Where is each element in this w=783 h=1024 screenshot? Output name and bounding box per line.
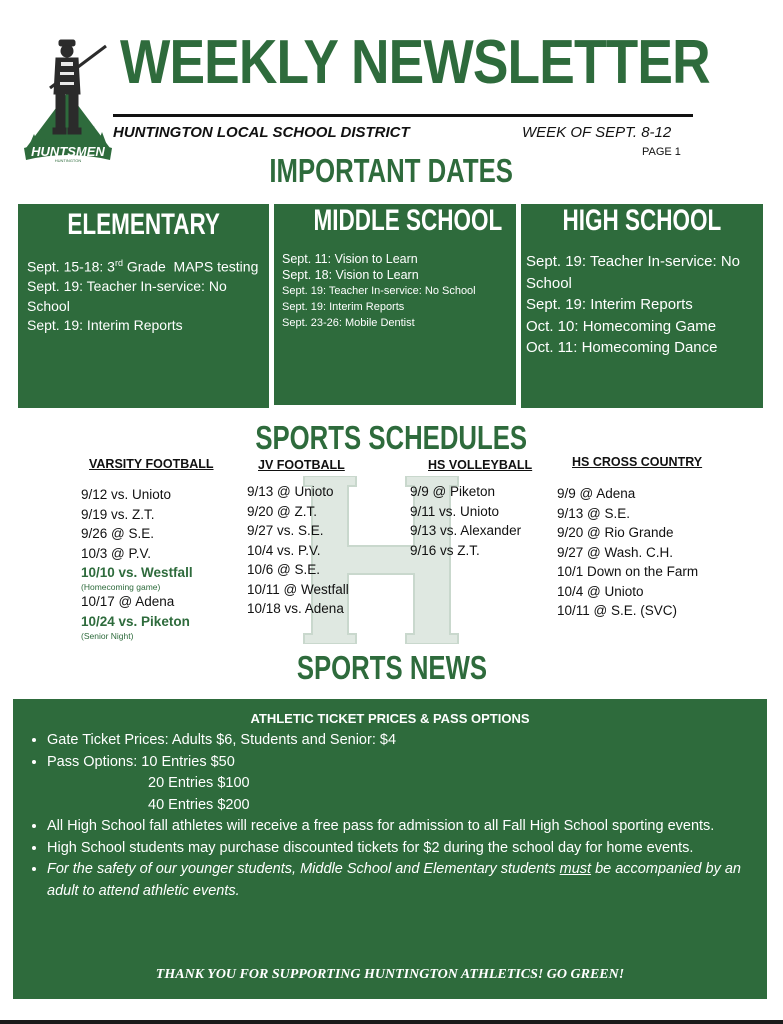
game-item: 9/12 vs. Unioto	[81, 487, 172, 502]
game-item: 9/27 @ Wash. C.H.	[557, 544, 673, 560]
middle-school-title: MIDDLE SCHOOL	[313, 204, 503, 237]
hs-volleyball-schedule	[410, 458, 532, 560]
sports-news-heading: SPORTS NEWS	[296, 649, 487, 686]
hs-cross-country-title: HS CROSS COUNTRY	[572, 455, 703, 469]
sports-schedules-heading: SPORTS SCHEDULES	[255, 419, 528, 456]
emphasis-must: must	[559, 861, 592, 877]
jv-football-schedule	[247, 458, 349, 619]
pass-option: Pass Options: 10 Entries $50	[47, 753, 235, 770]
bottom-divider	[0, 1020, 783, 1024]
hs-volleyball-title: HS VOLLEYBALL	[428, 458, 533, 472]
date-item: Sept. 19: Interim Reports	[282, 301, 405, 313]
news-item-safety: • For the safety of our younger students, Middle School and Elementary students must be accompanied by an adult to attend athletic events.	[47, 859, 753, 902]
date-item: Oct. 11: Homecoming Dance	[526, 339, 718, 356]
newsletter-title: WEEKLY NEWSLETTER	[120, 28, 710, 97]
game-item: 9/11 vs. Unioto	[410, 503, 500, 519]
varsity-football-schedule	[81, 457, 214, 641]
date-item: Sept. 11: Vision to Learn	[282, 252, 418, 266]
huntsmen-logo	[22, 36, 114, 164]
logo-text: HUNTSMEN	[31, 144, 105, 159]
news-item: • High School students may purchase discounted tickets for $2 during the school day for home events.	[47, 838, 753, 860]
date-item: Sept. 19: Teacher In-service: No School	[282, 285, 476, 297]
game-item: 9/9 @ Piketon	[410, 484, 496, 499]
pass-option: 40 Entries $200	[148, 796, 250, 813]
game-item: 10/1 Down on the Farm	[557, 564, 699, 579]
game-note: (Senior Night)	[81, 630, 134, 641]
game-item: 9/13 @ S.E.	[557, 505, 630, 521]
date-item: Sept. 15-18: 3rd Grade MAPS testing	[27, 258, 259, 275]
news-item-pass-options	[47, 752, 753, 817]
jv-football-title: JV FOOTBALL	[258, 458, 345, 472]
week-label: WEEK OF SEPT. 8-12	[522, 124, 672, 141]
game-item: 10/4 vs. P.V.	[247, 542, 321, 558]
date-item: Sept. 19: Interim Reports	[27, 317, 183, 334]
game-item: 9/9 @ Adena	[557, 486, 636, 501]
h-watermark-letter: H	[377, 560, 385, 571]
elementary-title: ELEMENTARY	[67, 208, 221, 241]
elementary-dates-box	[18, 204, 269, 408]
varsity-football-title: VARSITY FOOTBALL	[89, 457, 214, 471]
game-item: 10/11 @ Westfall	[247, 581, 349, 597]
sports-news-box	[13, 699, 767, 999]
ticket-prices-title: ATHLETIC TICKET PRICES & PASS OPTIONS	[250, 711, 530, 726]
district-name: HUNTINGTON LOCAL SCHOOL DISTRICT	[113, 124, 410, 141]
game-item: 10/17 @ Adena	[81, 594, 175, 609]
high-school-title: HIGH SCHOOL	[562, 204, 721, 237]
game-item-highlight: 10/10 vs. Westfall (Homecoming game)	[81, 563, 214, 592]
news-item: • All High School fall athletes will receive a free pass for admission to all Fall High School sporting events.	[47, 816, 753, 838]
game-item: 10/4 @ Unioto	[557, 583, 644, 599]
game-item-highlight: 10/24 vs. Piketon (Senior Night)	[81, 612, 214, 641]
date-item: Sept. 19: Teacher In-service: No School	[27, 278, 227, 314]
game-item: 9/20 @ Rio Grande	[557, 525, 674, 540]
date-item: Sept. 18: Vision to Learn	[282, 268, 419, 282]
game-note: (Homecoming game)	[81, 582, 161, 592]
date-item: Sept. 19: Interim Reports	[526, 296, 693, 313]
news-item: • Gate Ticket Prices: Adults $6, Students and Senior: $4	[47, 730, 753, 752]
game-item: 10/3 @ P.V.	[81, 545, 152, 561]
date-item: Sept. 19: Teacher In-service: No School	[526, 253, 740, 292]
news-footer: THANK YOU FOR SUPPORTING HUNTINGTON ATHLETICS! GO GREEN!	[155, 967, 625, 982]
game-item: 10/11 @ S.E. (SVC)	[557, 603, 677, 618]
title-divider	[113, 114, 693, 117]
game-item: 9/20 @ Z.T.	[247, 503, 317, 519]
game-item: 10/6 @ S.E.	[247, 562, 320, 577]
hs-cross-country-schedule	[557, 455, 702, 621]
game-item: 9/26 @ S.E.	[81, 526, 154, 541]
date-item: Sept. 23-26: Mobile Dentist	[282, 317, 415, 329]
game-item: 9/13 vs. Alexander	[410, 523, 522, 538]
game-item: 10/18 vs. Adena	[247, 601, 344, 616]
page-number: PAGE 1	[642, 146, 681, 158]
important-dates-heading: IMPORTANT DATES	[269, 152, 514, 189]
high-school-dates-box	[521, 204, 763, 408]
logo-subtext: HUNTINGTON	[54, 158, 82, 163]
game-item: 9/16 vs Z.T.	[410, 542, 480, 558]
date-item: Oct. 10: Homecoming Game	[526, 317, 717, 335]
game-item: 9/27 vs. S.E.	[247, 523, 324, 538]
game-item: 9/13 @ Unioto	[247, 484, 334, 499]
middle-school-dates-box	[274, 204, 516, 405]
pass-option: 20 Entries $100	[148, 775, 250, 791]
game-item: 9/19 vs. Z.T.	[81, 506, 155, 522]
